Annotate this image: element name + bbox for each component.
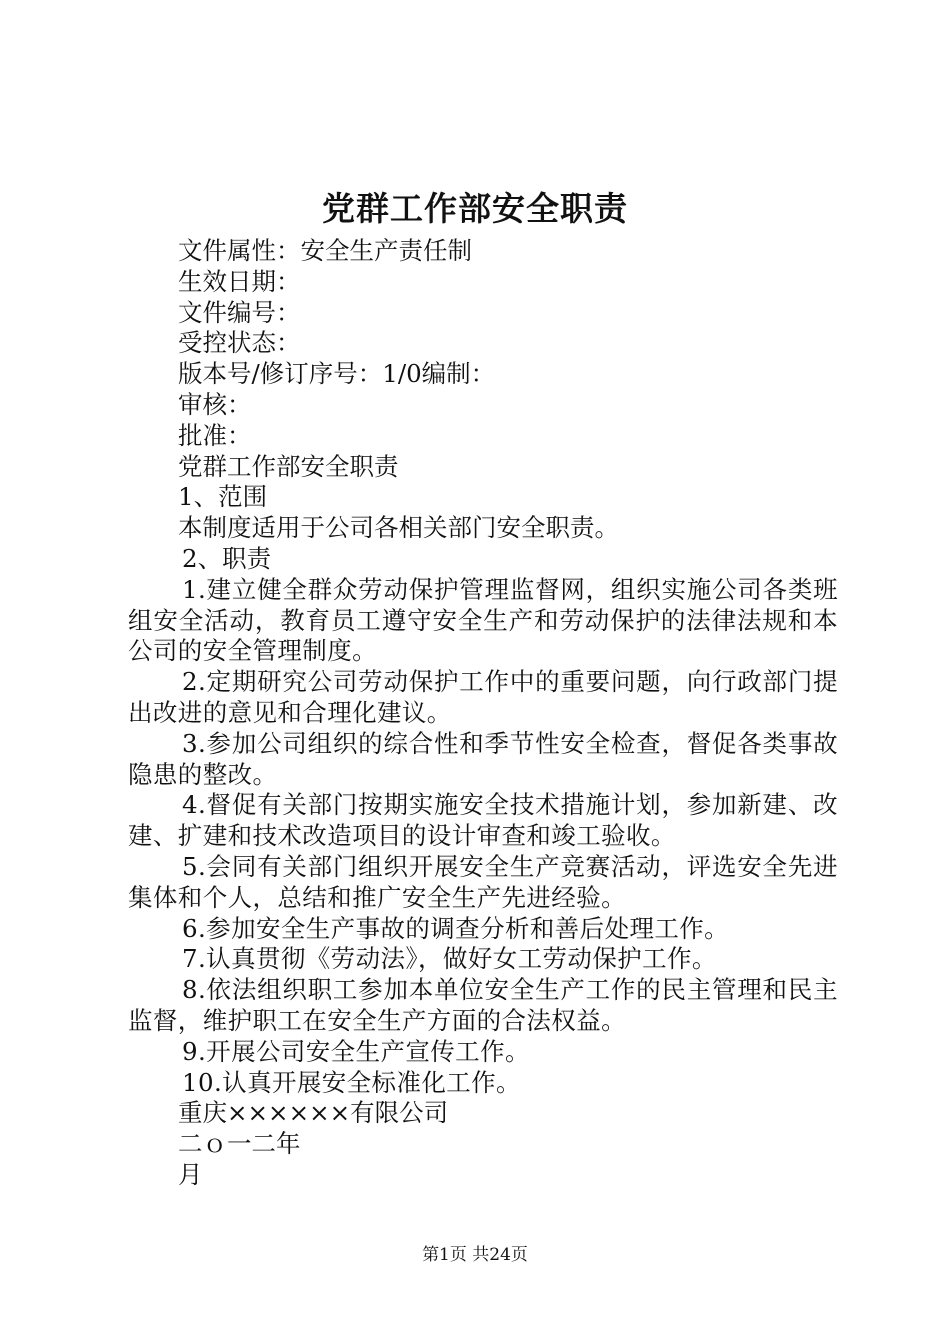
duty-item: 6.参加安全生产事故的调查分析和善后处理工作。 — [182, 913, 730, 943]
document-subtitle: 党群工作部安全职责 — [178, 451, 399, 481]
section1-heading: 1、范围 — [178, 482, 268, 512]
duty-item: 2.定期研究公司劳动保护工作中的重要问题，向行政部门提出改进的意见和合理化建议。 — [128, 667, 838, 727]
duty-item: 3.参加公司组织的综合性和季节性安全检查，督促各类事故隐患的整改。 — [128, 728, 838, 789]
meta-review: 审核： — [178, 389, 252, 419]
meta-control-status: 受控状态： — [178, 328, 301, 358]
date-month: 月 — [178, 1159, 203, 1189]
duty-item: 4.督促有关部门按期实施安全技术措施计划，参加新建、改建、扩建和技术改造项目的设计审查和竣工验收。 — [128, 790, 838, 851]
meta-version: 版本号/修订序号：1/0编制： — [178, 359, 496, 389]
section2-heading: 2、职责 — [182, 543, 272, 573]
meta-approve: 批准： — [178, 420, 252, 450]
document-body — [128, 236, 838, 1191]
duty-item: 8.依法组织职工参加本单位安全生产工作的民主管理和民主监督，维护职工在安全生产方面的合法权益。 — [128, 975, 838, 1035]
duty-item: 1.建立健全群众劳动保护管理监督网，组织实施公司各类班组安全活动，教育员工遵守安全生产和劳动保护的法律法规和本公司的安全管理制度。 — [128, 574, 838, 666]
date-year: 二ｏ一二年 — [178, 1129, 301, 1159]
meta-effective-date: 生效日期： — [178, 266, 301, 296]
section1-text: 本制度适用于公司各相关部门安全职责。 — [178, 513, 619, 543]
document-title: 党群工作部安全职责 — [322, 189, 628, 228]
duty-item: 9.开展公司安全生产宣传工作。 — [182, 1036, 530, 1066]
duty-item: 7.认真贯彻《劳动法》，做好女工劳动保护工作。 — [182, 944, 717, 974]
page-footer: 第1页 共24页 — [422, 1245, 528, 1265]
duty-item: 5.会同有关部门组织开展安全生产竞赛活动，评选安全先进集体和个人，总结和推广安全生产先进经验。 — [128, 851, 838, 912]
company-name: 重庆××××××有限公司 — [178, 1098, 449, 1128]
duty-item: 10.认真开展安全标准化工作。 — [182, 1067, 521, 1097]
meta-doc-number: 文件编号： — [178, 297, 301, 327]
meta-attribute: 文件属性：安全生产责任制 — [178, 236, 472, 265]
